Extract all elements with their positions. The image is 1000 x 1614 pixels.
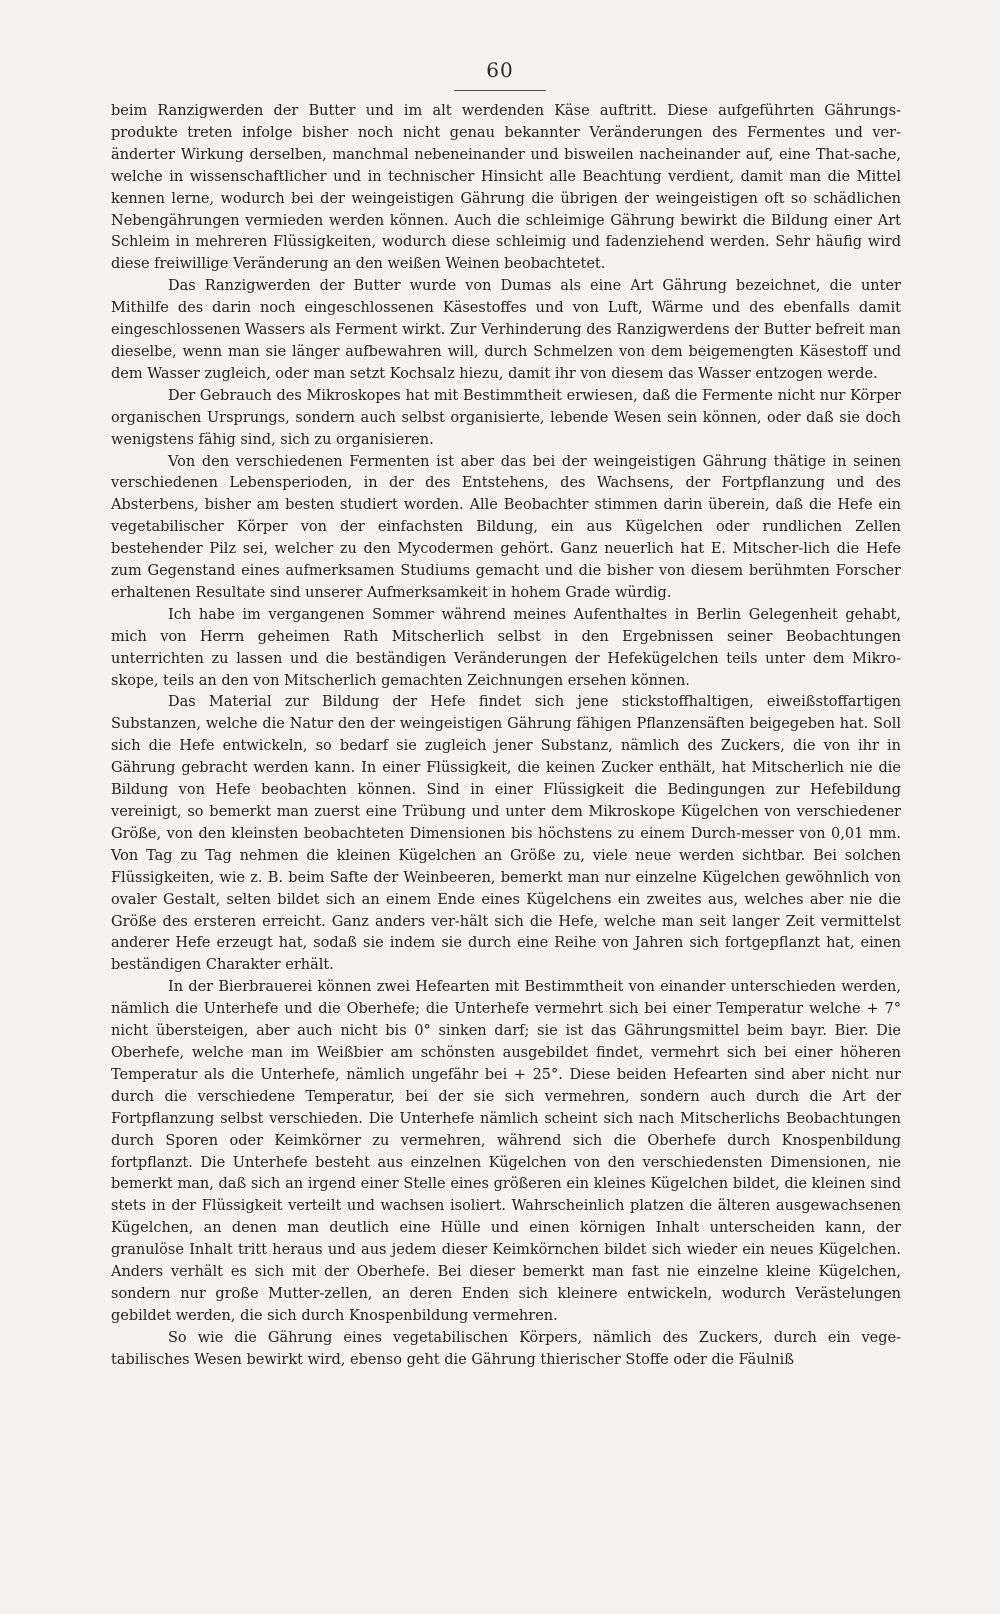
body-text: [111, 101, 901, 1372]
paragraph: Das Ranzigwerden der Butter wurde von Dumas als eine Art Gährung bezeichnet, die unter Mithilfe des darin noch eingeschlossenen Käsestoffes und von Luft, Wärme und des ebenfalls damit eingeschlossenen Wassers als Ferment wirkt. Zur Verhinderung des Ranzigwerdens der Butter befreit man dieselbe, wenn man sie länger aufbewahren will, durch Schmelzen von dem beigemengten Käsestoff und dem Wasser zugleich, oder man setzt Kochsalz hiezu, damit ihr von diesem das Wasser entzogen werde.: [111, 278, 901, 382]
paragraph: beim Ranzigwerden der Butter und im alt werdenden Käse auftritt. Diese aufgeführten Gährungs-produkte treten infolge bisher noch nicht genau bekannter Veränderungen des Fermentes und ver-änderter Wirkung derselben, manchmal nebeneinander und bisweilen nacheinander auf, eine That-sache, welche in wissenschaftlicher und in technischer Hinsicht alle Beachtung verdient, damit man die Mittel kennen lerne, wodurch bei der weingeistigen Gährung die übrigen der weingeistigen oft so schädlichen Nebengährungen vermieden werden können. Auch die schleimige Gährung bewirkt die Bildung einer Art Schleim in mehreren Flüssigkeiten, wodurch diese schleimig und fadenziehend werden. Sehr häufig wird diese freiwillige Veränderung an den weißen Weinen beobachtetet.: [111, 103, 901, 273]
page-number-rule: [454, 90, 546, 91]
paragraph: In der Bierbrauerei können zwei Hefearten mit Bestimmtheit von einander unterschieden werden, nämlich die Unterhefe und die Oberhefe; die Unterhefe vermehrt sich bei einer Temperatur welche + 7° nicht übersteigen, aber auch nicht bis 0° sinken darf; sie ist das Gährungsmittel beim bayr. Bier. Die Oberhefe, welche man im Weißbier am schönsten ausgebildet findet, vermehrt sich bei einer höheren Temperatur als die Unterhefe, nämlich ungefähr bei + 25°. Diese beiden Hefearten sind aber nicht nur durch die verschiedene Temperatur, bei der sie sich vermehren, sondern auch durch die Art der Fortpflanzung selbst verschieden. Die Unterhefe nämlich scheint sich nach Mitscherlichs Beobachtungen durch Sporen oder Keimkörner zu vermehren, während sich die Oberhefe durch Knospenbildung fortpflanzt. Die Unterhefe besteht aus einzelnen Kügelchen von den verschiedensten Dimensionen, nie bemerkt man, daß sich an irgend einer Stelle eines größeren ein kleines Kügelchen bildet, die kleinen sind stets in der Flüssigkeit verteilt und wachsen isoliert. Wahrscheinlich platzen die älteren ausgewachsenen Kügelchen, an denen man deutlich eine Hülle und einen körnigen Inhalt unterscheiden kann, der granulöse Inhalt tritt heraus und aus jedem dieser Keimkörnchen bildet sich wieder ein neues Kügelchen. Anders verhält es sich mit der Oberhefe. Bei dieser bemerkt man fast nie einzelne kleine Kügelchen, sondern nur große Mutter-zellen, an deren Enden sich kleinere entwickeln, wodurch Verästelungen gebildet werden, die sich durch Knospenbildung vermehren.: [111, 979, 901, 1324]
page-number: 60: [486, 58, 514, 82]
paragraph: Ich habe im vergangenen Sommer während meines Aufenthaltes in Berlin Gelegenheit gehabt, mich von Herrn geheimen Rath Mitscherlich selbst in den Ergebnissen seiner Beobachtungen unterrichten zu lassen und die beständigen Veränderungen der Hefekügelchen teils unter dem Mikro-skope, teils an den von Mitscherlich gemachten Zeichnungen ersehen können.: [111, 606, 901, 689]
paragraph: So wie die Gährung eines vegetabilischen Körpers, nämlich des Zuckers, durch ein vege-tabilisches Wesen bewirkt wird, ebenso geht die Gährung thierischer Stoffe oder die Fäulniß: [111, 1329, 901, 1368]
paragraph: Von den verschiedenen Fermenten ist aber das bei der weingeistigen Gährung thätige in seinen verschiedenen Lebensperioden, in der des Entstehens, des Wachsens, der Fortpflanzung und des Absterbens, bisher am besten studiert worden. Alle Beobachter stimmen darin überein, daß die Hefe ein vegetabilischer Körper von der einfachsten Bildung, ein aus Kügelchen oder rundlichen Zellen bestehender Pilz sei, welcher zu den Mycodermen gehört. Ganz neuerlich hat E. Mitscher-lich die Hefe zum Gegenstand eines aufmerksamen Studiums gemacht und die bisher von diesem berühmten Forscher erhaltenen Resultate sind unserer Aufmerksamkeit in hohem Grade würdig.: [111, 453, 901, 601]
paragraph: Das Material zur Bildung der Hefe findet sich jene stickstoffhaltigen, eiweißstoffartigen Substanzen, welche die Natur den der weingeistigen Gährung fähigen Pflanzensäften beigegeben hat. Soll sich die Hefe entwickeln, so bedarf sie zugleich jener Substanz, nämlich des Zuckers, die von ihr in Gährung gebracht werden kann. In einer Flüssigkeit, die keinen Zucker enthält, hat Mitscherlich nie die Bildung von Hefe beobachten können. Sind in einer Flüssigkeit die Bedingungen zur Hefebildung vereinigt, so bemerkt man zuerst eine Trübung und unter dem Mikroskope Kügelchen von verschiedener Größe, von den kleinsten beobachteten Dimensionen bis höchstens zu einem Durch-messer von 0,01 mm. Von Tag zu Tag nehmen die kleinen Kügelchen an Größe zu, viele neue werden sichtbar. Bei solchen Flüssigkeiten, wie z. B. beim Safte der Weinbeeren, bemerkt man nur einzelne Kügelchen gewöhnlich von ovaler Gestalt, selten bildet sich an einem Ende eines Kügelchens ein zweites aus, welches aber nie die Größe des ersteren erreicht. Ganz anders ver-hält sich die Hefe, welche man seit langer Zeit vermittelst anderer Hefe erzeugt hat, sodaß sie indem sie durch eine Reihe von Jahren sich fortgepflanzt hat, einen beständigen Charakter erhält.: [111, 694, 901, 974]
paragraph: Der Gebrauch des Mikroskopes hat mit Bestimmtheit erwiesen, daß die Fermente nicht nur Körper organischen Ursprungs, sondern auch selbst organisierte, lebende Wesen sein können, oder daß sie doch wenigstens fähig sind, sich zu organisieren.: [111, 387, 901, 448]
